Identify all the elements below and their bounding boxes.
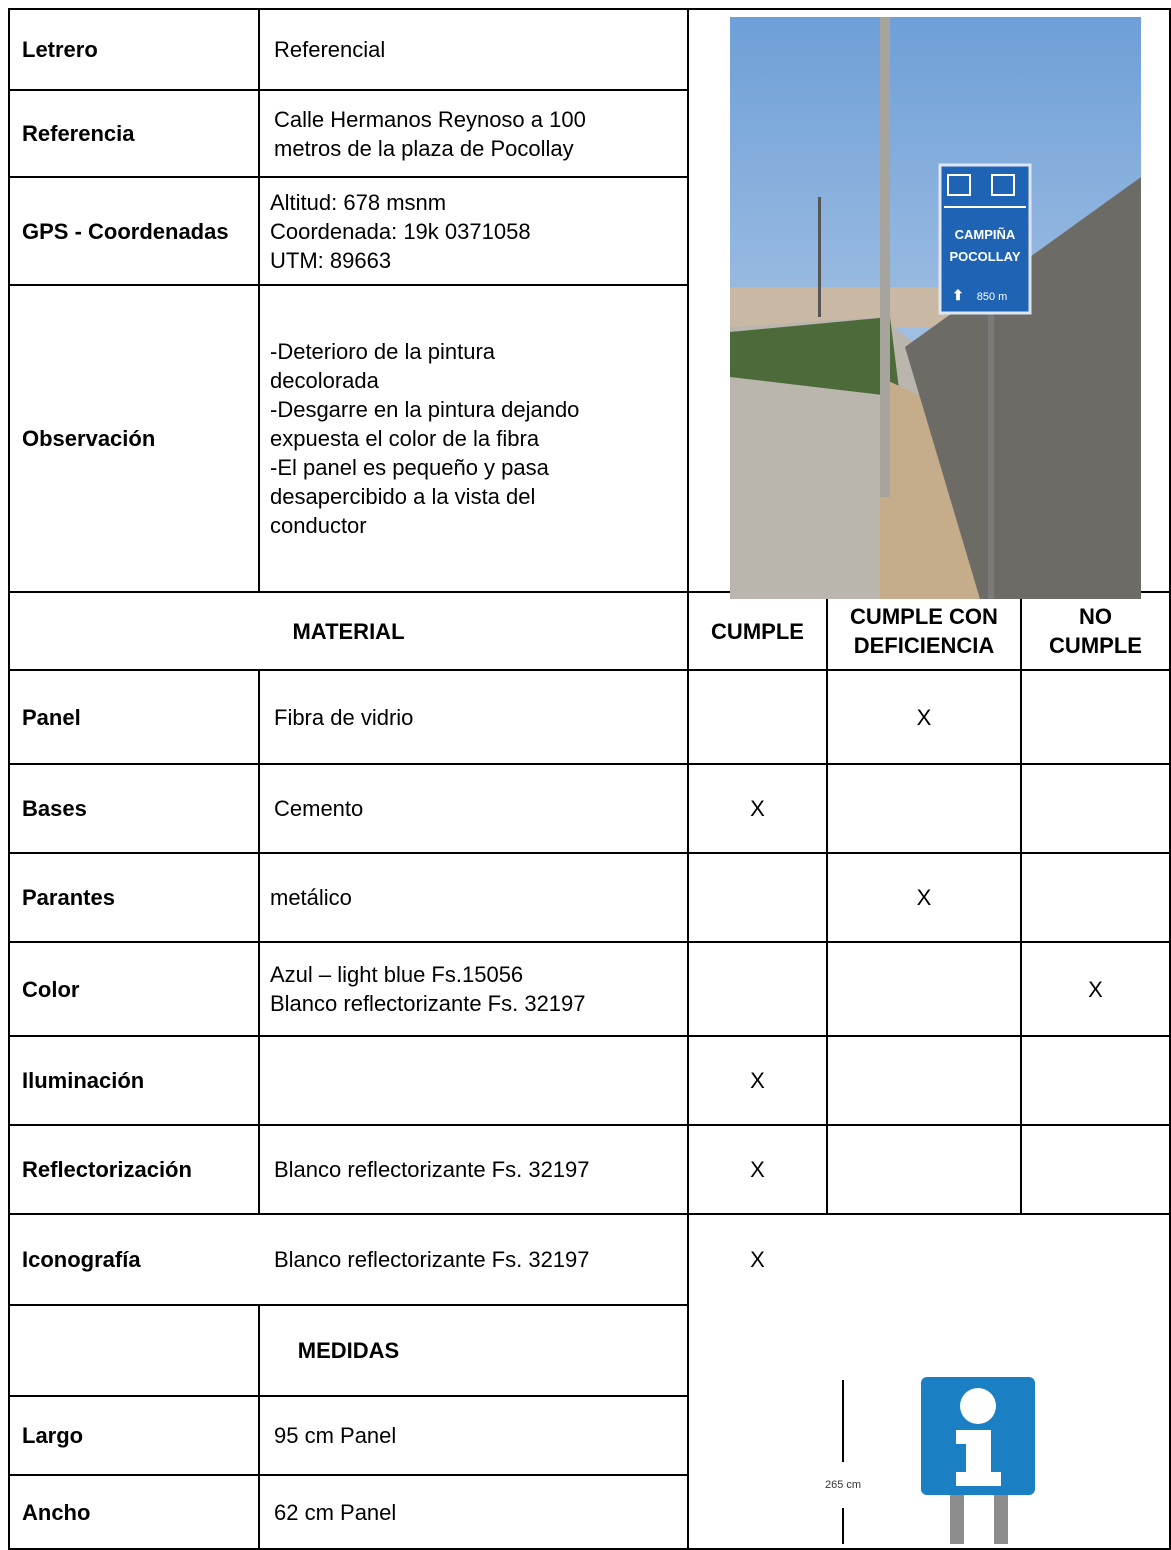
deficiencia-header: CUMPLE CON DEFICIENCIA (850, 604, 998, 658)
sign-post (988, 307, 994, 599)
reflectorizacion-value: Blanco reflectorizante Fs. 32197 (274, 1157, 590, 1182)
no-cumple-header: NO CUMPLE (1049, 604, 1142, 658)
color-no-cumple: X (1088, 976, 1103, 1002)
letrero-label: Letrero (22, 37, 98, 62)
bases-label: Bases (22, 796, 87, 821)
distant-pole (818, 197, 821, 317)
referencia-value: Calle Hermanos Reynoso a 100 metros de la plaza de Pocollay (274, 106, 586, 161)
road-sign-line2: POCOLLAY (949, 249, 1021, 264)
parantes-deficiencia: X (916, 885, 932, 910)
utility-pole (880, 17, 890, 497)
bases-cumple: X (750, 796, 765, 821)
panel-value: Fibra de vidrio (274, 704, 414, 730)
panel-deficiencia: X (916, 704, 932, 730)
letrero-value: Referencial (274, 37, 386, 62)
road-sign-distance: 850 m (976, 291, 1008, 303)
reflectorizacion-label: Reflectorización (22, 1157, 192, 1182)
largo-value: 95 cm Panel (274, 1423, 397, 1448)
color-label: Color (22, 976, 80, 1002)
panel-label: Panel (22, 704, 81, 730)
parantes-value: metálico (270, 885, 352, 910)
iconografia-value: Blanco reflectorizante Fs. 32197 (274, 1247, 590, 1272)
observacion-label: Observación (22, 426, 156, 451)
bases-no-cumple (1022, 765, 1169, 852)
gps-label: GPS - Coordenadas (22, 218, 229, 244)
height-label: 265 cm (824, 1479, 862, 1491)
panel-no-cumple (1022, 671, 1169, 763)
color-cumple (689, 943, 826, 1035)
observacion-value: -Deterioro de la pintura decolorada -Desgarre en la pintura dejando expuesta el color de la fibra -El panel es pequeño y pasa desapercibido a la vista del conductor (270, 339, 580, 538)
iluminacion-cumple: X (750, 1068, 765, 1093)
diagram-post-left (950, 1489, 964, 1544)
panel-cumple (689, 671, 826, 763)
bases-deficiencia (828, 765, 1020, 852)
iconografia-cumple: X (750, 1247, 765, 1272)
road-sign-line1: CAMPIÑA (954, 227, 1016, 242)
iluminacion-label: Iluminación (22, 1068, 145, 1093)
diagram-post-right (994, 1489, 1008, 1544)
ancho-label: Ancho (22, 1499, 91, 1525)
reflectorizacion-deficiencia (828, 1126, 1020, 1213)
parantes-label: Parantes (22, 885, 115, 910)
referencia-label: Referencia (22, 121, 135, 146)
iluminacion-value (260, 1037, 687, 1124)
up-arrow-icon: ⬆ (952, 287, 964, 303)
cumple-header: CUMPLE (711, 618, 804, 644)
sign-photo (730, 17, 1141, 599)
iconografia-no-cumple (1022, 1215, 1169, 1304)
inspection-sheet (8, 8, 1171, 1550)
road-sign (940, 165, 1030, 313)
reflectorizacion-no-cumple (1022, 1126, 1169, 1213)
info-icon-dot (960, 1388, 996, 1424)
color-deficiencia (828, 943, 1020, 1035)
sign-diagram (798, 1334, 1098, 1544)
bases-value: Cemento (274, 796, 364, 821)
ancho-value: 62 cm Panel (274, 1499, 397, 1525)
parantes-no-cumple (1022, 854, 1169, 941)
reflectorizacion-cumple: X (750, 1157, 765, 1182)
medidas-header: MEDIDAS (297, 1338, 400, 1363)
color-value: Azul – light blue Fs.15056 Blanco reflectorizante Fs. 32197 (270, 962, 586, 1016)
iconografia-label: Iconografía (22, 1247, 141, 1272)
iluminacion-deficiencia (828, 1037, 1020, 1124)
material-header: MATERIAL (292, 618, 405, 644)
iluminacion-no-cumple (1022, 1037, 1169, 1124)
largo-label: Largo (22, 1423, 84, 1448)
parantes-cumple (689, 854, 826, 941)
iconografia-deficiencia (828, 1215, 1020, 1304)
gps-value: Altitud: 678 msnm Coordenada: 19k 0371058 UTM: 89663 (270, 189, 531, 273)
